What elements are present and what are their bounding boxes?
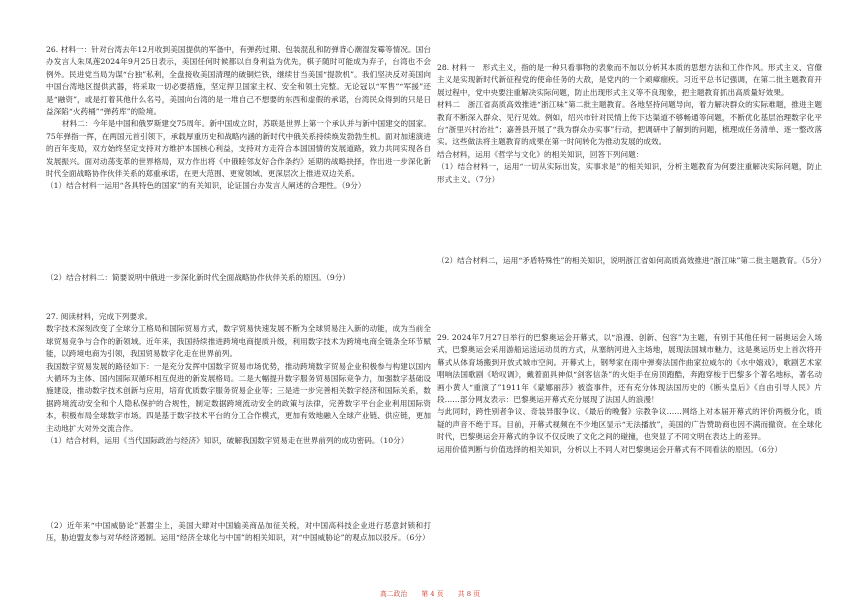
q29-sub: 运用价值判断与价值选择的相关知识，分析以上不同人对巴黎奥运会开幕式有不同看法的原因。（6分） [437,444,783,454]
q27-para-1: 数字技术深刻改变了全球分工格局和国际贸易方式，数字贸易快速发展不断为全球贸易注入新的动能，成为当前全球贸易竞争与合作的新领域。近年来，我国持续推进跨境电商提质升级，利用数字技术为跨境电商全链条全环节赋能，以跨境电商为引领，我国贸易数字化走在世界前列。 [46,324,431,359]
q28-material-1: 28. 材料一 形式主义，指的是一种只看事物的表象而不加以分析其本质的思想方法和工作作风。形式主义、官僚主义是实现新时代新征程党的使命任务的大敌，是党内的一个顽瘴痼疾。习近平总书记强调，在第二批主题教育开展过程中，党中央要注重解决实际问题，防止出现形式主义等不良现象，把主题教育抓出高质量好效果。 [437,63,822,97]
question-26-sub-2 [46,272,431,284]
q28-material-2: 材料二 浙江省高质高效推进“浙江味”第二批主题教育。各地坚持问题导向，着力解决群众的实际难题，推进主题教育不断深入群众、见行见效。例如，绍兴市针对民情上传下达渠道不够畅通等问题，不断优化基层治理数字化平台“浙里兴村治社”；嘉善县开展了“我为群众办实事”行动，把调研中了解到的问题，梳理成任务清单、逐一整改落实。这些做法将主题教育的成果在第一时间转化为推动发展的成效。 [437,100,822,147]
footer-page-number: 第 4 页 [421,590,444,598]
footer-total-pages: 共 8 页 [457,590,481,598]
question-29 [437,332,822,456]
q27-sub-2: （2）近年来“中国威胁论”甚嚣尘上，美国大肆对中国输美商品加征关税，对中国高科技企业进行恶意封锁和打压，胁迫盟友参与对华经济遏制。运用“经济全球化与中国”的相关知识，对“中国威胁论”的观点加以驳斥。（6分） [46,521,431,543]
q28-sub-2: （2）结合材料二，运用“矛盾特殊性”的相关知识，说明浙江省如何高质高效推进“浙江味”第二批主题教育。（5分） [437,256,826,265]
q28-ask: 结合材料，运用《哲学与文化》的相关知识，回答下列问题： [437,149,644,159]
q27-para-2: 我国数字贸易发展的路径如下：一是充分发挥中国数字贸易市场优势，推动跨境数字贸易企业积极参与构建以国内大循环为主体、国内国际双循环相互促进的新发展格局。二是大幅提升数字服务贸易国际竞争力，加强数字基础设施建设，推动数字技术创新与应用，培育优质数字服务贸易企业等；三是进一步完善相关数字经济和国际关系，数据跨境流动安全和个人隐私保护的合规性，制定数据跨境流动安全的政策与法律，完善数字平台企业利用国际资本，积极布局全球数字市场。四是基于数字技术平台的分工合作模式，更加有效地融入全球产业链、供应链，更加主动地扩大对外交流合作。 [46,361,431,433]
q27-intro: 27. 阅读材料，完成下列要求。 [46,312,153,321]
q26-sub-1: （1）结合材料一运用“各具特色的国家”的有关知识，论证国台办发言人阐述的合理性。（9分） [46,181,366,191]
question-27 [46,311,431,447]
q26-material-2: 材料二：今年是中国和俄罗斯建交75周年。新中国成立时，苏联是世界上第一个承认并与新中国建交的国家。75年弹指一挥，在两国元首引领下，承载厚重历史和战略内涵的新时代中俄关系持续焕发勃勃生机。面对加速演进的百年变局，双方始终坚定支持对方维护本国核心利益，支持对方走符合本国国情的发展道路，致力共同实现各自发展振兴。面对动荡变革的世界格局，双方作出将《中俄睦邻友好合作条约》延期的战略抉择，作出进一步深化新时代全面战略协作伙伴关系的郑重承诺，在更大范围、更宽领域、更深层次上推进双边关系。 [46,119,432,179]
question-28-sub-2 [437,255,826,267]
q29-para-2: 与此同时，跨性别者争议、奇装异服争议、《最后的晚餐》宗教争议……网络上对本届开幕式的评价两极分化，质疑的声音不绝于耳。目前，开幕式视频在不少地区显示“无法播放”，美国的广告赞助商也因不满而撤资。在全球化时代，巴黎奥运会开幕式的争议不仅反映了文化之间的碰撞，也突显了不同文明在表达上的差异。 [437,407,822,442]
footer-subject: 高二政治 [379,590,408,598]
question-26 [46,44,431,193]
q28-sub-1: （1）结合材料一，运用“一切从实际出发，实事求是”的相关知识，分析主题教育为何要注重解决实际问题，防止形式主义。（7分） [437,162,822,184]
q29-para-1: 29. 2024年7月27日举行的巴黎奥运会开幕式，以“浪漫、创新、包容”为主题，有别于其他任何一届奥运会入场式，巴黎奥运会采用游船运送运动员的方式，从塞纳河进入主场地，展现法国城市魅力，这是奥运历史上首次将开幕式从体育场搬到开放式城市空间。开幕式上，钢琴家在雨中弹奏法国作曲家拉威尔的《水中嬉戏》，歌剧艺术家唱响法国歌剧《哈叹调》，戴着面具神似“剑客信条”的火炬手在房顶跑酷，奔跑穿梭于巴黎多个著名地标，著名动画小黄人“重演了”1911年《蒙娜丽莎》被盗事件，还有充分体现法国历史的《断头皇后》《自由引导人民》片段……部分网友表示：巴黎奥运开幕式充分展现了法国人的浪漫！ [437,333,822,405]
question-28 [437,62,822,186]
question-27-sub-2 [46,520,431,545]
q27-sub-1: （1）结合材料，运用《当代国际政治与经济》知识，破解我国数字贸易走在世界前列的成功密码。（10分） [46,436,409,446]
q26-material-1: 26. 材料一：针对台湾去年12月收到美国提供的军备中，有弹药过期、包装混乱和防弹背心潮湿发霉等情况。国台办发言人朱凤莲2024年9月25日表示，美国任何时候都以自身利益为优先，棋子随时可能成为弃子，台湾也不会例外。民进党当局为谋“台独”私利，全盘接收美国清理的破铜烂铁，继续甘当美国“提款机”。我们坚决反对美国向中国台湾地区提供武器，将采取一切必要措施，坚定捍卫国家主权、安全和领土完整。无论冠以“军售”“军援”还是“融资”，或是打着其他什么名号，美国向台湾的是一堆自己不想要的东西和虚假的承诺，台湾民众得到的只是日益深陷“火药桶”“弹药库”的险境。 [46,45,431,117]
q26-sub-2: （2）结合材料二：简要说明中俄进一步深化新时代全面战略协作伙伴关系的原因。（9分） [46,273,351,282]
page-footer [0,588,860,598]
